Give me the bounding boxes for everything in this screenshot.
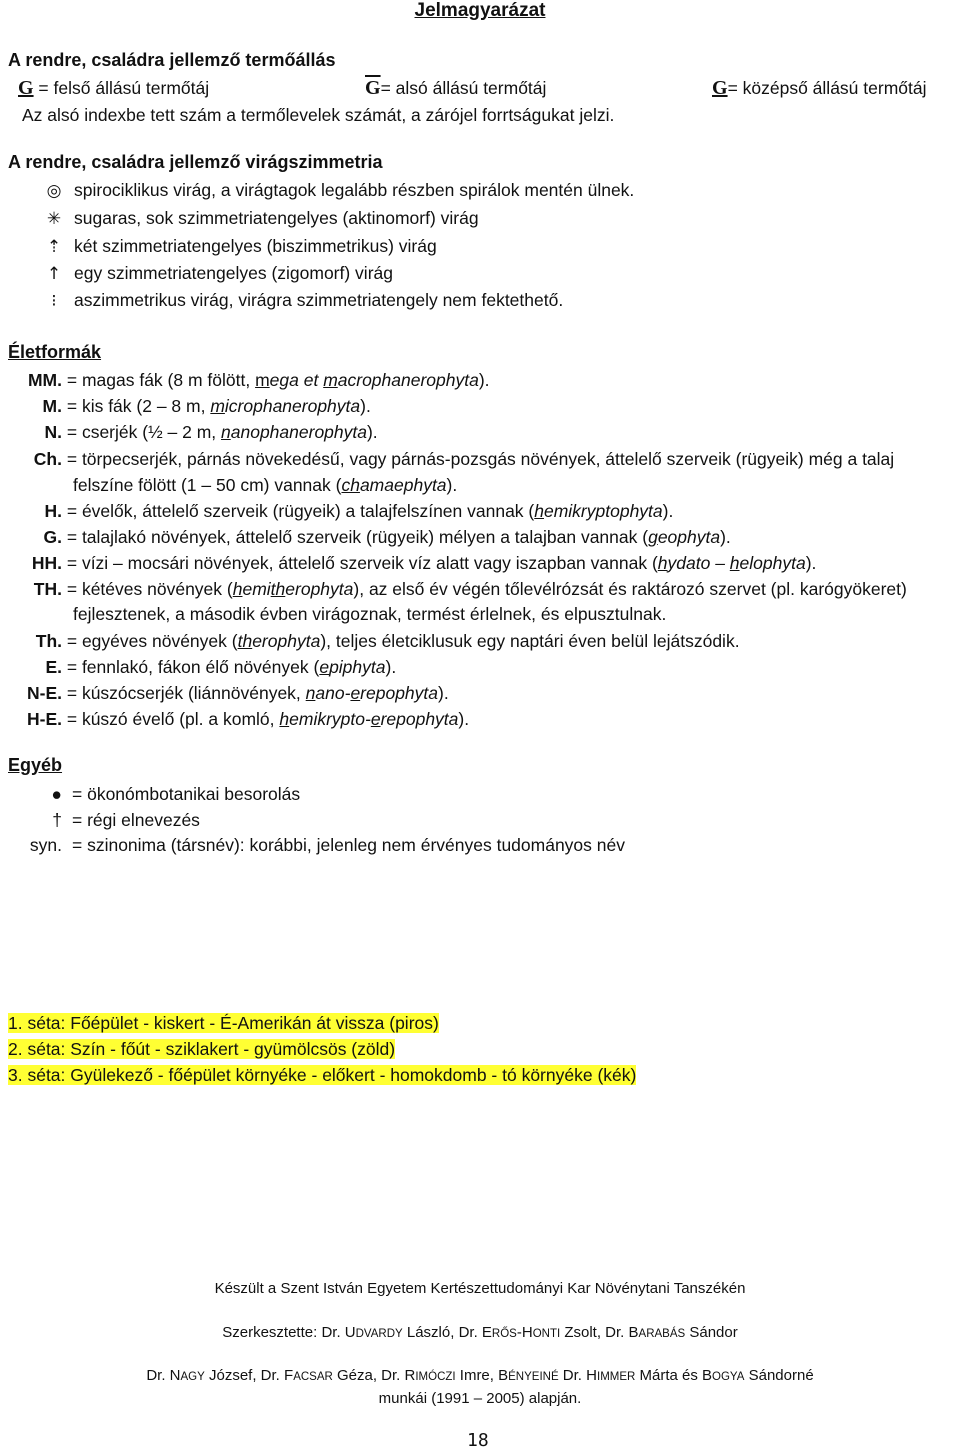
lifeform-description xyxy=(62,370,490,390)
lifeform-latin: e xyxy=(370,709,381,729)
lifeform-abbr: Ch. xyxy=(33,449,62,469)
lifeform-text: ). xyxy=(478,370,490,390)
lifeform-latin: repophyta xyxy=(360,683,439,703)
symmetry-text: sugaras, sok szimmetriatengelyes (aktinomorf) virág xyxy=(74,208,479,228)
lifeform-latin: ano- xyxy=(315,683,351,703)
lifeform-latin: erophyta xyxy=(285,579,354,599)
lifeform-row xyxy=(0,706,469,732)
symmetry-text: aszimmetrikus virág, virágra szimmetriatengely nem fektethető. xyxy=(74,290,564,310)
lifeform-text: = kis fák (2 – 8 m, xyxy=(62,396,211,416)
symmetry-item xyxy=(40,260,393,287)
lifeform-abbr: E. xyxy=(45,657,62,677)
lifeform-latin: n xyxy=(221,422,231,442)
lifeform-latin: h xyxy=(232,579,243,599)
lifeform-text: = kúszócserjék (liánnövények, xyxy=(62,683,306,703)
footer-editors: Szerkesztette: Dr. UDVARDY László, Dr. ERŐS-HONTI Zsolt, Dr. BARABÁS Sándor xyxy=(222,1324,738,1341)
dagger-icon: † xyxy=(52,810,62,830)
lifeform-abbr: G. xyxy=(43,527,62,547)
lifeform-abbr: N-E. xyxy=(27,683,62,703)
page-title: Jelmagyarázat xyxy=(414,0,546,21)
lifeform-abbr: H-E. xyxy=(27,709,62,729)
lifeform-latin: th xyxy=(237,631,253,651)
lifeform-text: ), az első év végén tőlevélrózsát és raktározó szervet (pl. karógyökeret) xyxy=(353,579,907,599)
lifeform-latin: ch xyxy=(341,475,360,495)
lifeform-latin: h xyxy=(279,709,290,729)
lifeform-text: ). xyxy=(385,657,397,677)
walk-route-text: 2. séta: Szín - főút - sziklakert - gyümölcsös (zöld) xyxy=(8,1039,396,1059)
walk-route xyxy=(8,1010,439,1036)
lifeform-text: fejlesztenek, a második évben virágoznak, termést érlelnek, és elpusztulnak. xyxy=(73,604,667,624)
lifeform-row xyxy=(0,446,894,472)
lifeform-text: = cserjék (½ – 2 m, xyxy=(62,422,222,442)
lifeform-abbr: H. xyxy=(44,501,62,521)
lifeform-text: = talajlakó növények, áttelelő szerveik (rügyeik) mélyen a talajban vannak ( xyxy=(62,527,649,547)
spiral-icon: ◎ xyxy=(46,181,62,201)
other-text: = szinonima (társnév): korábbi, jelenleg nem érvényes tudományos név xyxy=(72,835,625,855)
lifeform-text: = kétéves növények ( xyxy=(62,579,233,599)
lifeform-description xyxy=(62,449,894,469)
lifeform-text: ). xyxy=(438,683,449,703)
other-item xyxy=(0,807,200,833)
lower-ovary-symbol: $\overline{G}$ xyxy=(365,77,381,99)
symmetry-item xyxy=(40,177,634,204)
upper-ovary-symbol: G xyxy=(18,77,34,99)
lifeform-text: = magas fák (8 m fölött, xyxy=(62,370,256,390)
lifeform-latin: ydato – xyxy=(667,553,730,573)
lifeform-text: = fennlakó, fákon élő növények ( xyxy=(62,657,320,677)
lifeform-latin: h xyxy=(534,501,544,521)
middle-ovary-symbol: G xyxy=(712,77,728,99)
lifeform-description xyxy=(62,579,907,599)
lifeform-latin: m xyxy=(210,396,225,416)
lifeform-latin: acrophanerophyta xyxy=(337,370,479,390)
lifeform-latin: icrophanerophyta xyxy=(224,396,361,416)
lifeform-latin: e xyxy=(319,657,330,677)
lifeform-description xyxy=(73,475,457,495)
symmetry-text: egy szimmetriatengelyes (zigomorf) virág xyxy=(74,263,393,283)
lifeform-row xyxy=(0,419,378,445)
lifeform-description xyxy=(62,709,469,729)
zygomorphic-icon: ↑ xyxy=(46,264,62,284)
lower-ovary-legend xyxy=(365,75,546,101)
lifeform-abbr: Th. xyxy=(35,631,62,651)
lifeform-row xyxy=(0,524,731,550)
lifeform-description xyxy=(62,631,740,651)
lifeform-abbr: M. xyxy=(42,396,62,416)
lower-ovary-text: = alsó állású termőtáj xyxy=(380,78,547,98)
lifeform-description xyxy=(73,604,666,624)
lifeform-row xyxy=(0,550,816,576)
lifeform-text: = törpecserjék, párnás növekedésű, vagy párnás-pozsgás növények, áttelelő szerveik (rügyeik) még a talaj xyxy=(62,449,895,469)
walk-route xyxy=(8,1036,395,1062)
lifeform-latin: piphyta xyxy=(329,657,386,677)
lifeform-text: ). xyxy=(366,422,378,442)
walk-route-text: 3. séta: Gyülekező - főépület környéke - előkert - homokdomb - tó környéke (kék) xyxy=(8,1065,637,1085)
lifeform-row xyxy=(0,393,371,419)
lifeform-latin: h xyxy=(657,553,668,573)
lifeform-latin: emi xyxy=(242,579,271,599)
lifeform-text: ). xyxy=(805,553,817,573)
lifeform-abbr: MM. xyxy=(27,370,62,390)
lifeform-latin: m xyxy=(323,370,338,390)
radial-icon: ✳ xyxy=(46,209,62,229)
lifeform-row xyxy=(0,601,666,627)
bullet-icon: ● xyxy=(51,784,62,804)
lifeform-text: = vízi – mocsári növények, áttelelő szerveik víz alatt vagy iszapban vannak ( xyxy=(62,553,658,573)
lifeform-latin: h xyxy=(729,553,740,573)
lifeform-description xyxy=(62,396,371,416)
page-number: 18 xyxy=(467,1430,489,1451)
lifeform-description xyxy=(62,422,378,442)
ovary-note: Az alsó indexbe tett szám a termőlevelek számát, a zárójel forrtságukat jelzi. xyxy=(22,105,615,125)
lifeform-latin: erophyta xyxy=(252,631,321,651)
other-text: = régi elnevezés xyxy=(72,810,200,830)
lifeform-latin: amaephyta xyxy=(359,475,447,495)
upper-ovary-text: = felső állású termőtáj xyxy=(33,78,210,98)
lifeform-latin: emikryptophyta xyxy=(543,501,663,521)
lifeform-row xyxy=(0,680,449,706)
symmetry-text: két szimmetriatengelyes (biszimmetrikus) virág xyxy=(74,236,437,256)
asymmetric-icon: ⁝ xyxy=(51,291,57,311)
lifeform-description xyxy=(62,657,396,677)
other-item xyxy=(0,832,625,858)
footer-works: munkái (1991 – 2005) alapján. xyxy=(378,1390,582,1407)
symmetry-item xyxy=(40,205,479,232)
symmetry-heading: A rendre, családra jellemző virágszimmetria xyxy=(8,152,383,172)
other-heading: Egyéb xyxy=(8,755,63,775)
lifeform-text: m xyxy=(255,370,270,390)
lifeform-text: ). xyxy=(446,475,458,495)
lifeform-description xyxy=(62,501,673,521)
footer-authors: Dr. NAGY József, Dr. FACSAR Géza, Dr. RIMÓCZI Imre, BÉNYEINÉ Dr. HIMMER Márta és BOGYA Sándorné xyxy=(146,1367,814,1384)
lifeform-latin: repophyta xyxy=(380,709,459,729)
symmetry-item xyxy=(40,233,437,260)
lifeform-latin: g xyxy=(648,527,658,547)
lifeform-abbr: N. xyxy=(44,422,62,442)
lifeform-text: = kúszó évelő (pl. a komló, xyxy=(62,709,280,729)
lifeform-latin: n xyxy=(305,683,316,703)
walk-route xyxy=(8,1062,636,1088)
lifeform-latin: ega et xyxy=(269,370,324,390)
lifeform-text: felszíne fölött (1 – 50 cm) vannak ( xyxy=(73,475,342,495)
middle-ovary-text: = középső állású termőtáj xyxy=(727,78,927,98)
fruit-position-heading: A rendre, családra jellemző termőállás xyxy=(8,50,336,70)
other-item xyxy=(0,781,300,807)
middle-ovary-legend xyxy=(712,75,927,101)
symmetry-item xyxy=(40,287,563,314)
lifeform-latin: elophyta xyxy=(739,553,806,573)
upper-ovary-legend xyxy=(18,75,209,101)
walk-route-text: 1. séta: Főépület - kiskert - É-Amerikán át vissza (piros) xyxy=(8,1013,439,1033)
lifeform-latin: emikrypto- xyxy=(289,709,371,729)
lifeform-latin: e xyxy=(350,683,361,703)
syn-abbr: syn. xyxy=(29,835,62,855)
lifeform-row xyxy=(0,367,490,393)
lifeform-description xyxy=(62,683,449,703)
lifeform-text: ). xyxy=(458,709,470,729)
lifeform-row xyxy=(0,628,740,654)
lifeform-text: ). xyxy=(662,501,674,521)
lifeform-row xyxy=(0,498,673,524)
lifeform-abbr: TH. xyxy=(33,579,62,599)
lifeform-text: ). xyxy=(720,527,731,547)
footer-made-at: Készült a Szent István Egyetem Kertészettudományi Kar Növénytani Tanszékén xyxy=(214,1280,746,1297)
lifeform-text: ), teljes életciklusuk egy naptári éven belül lejátszódik. xyxy=(320,631,740,651)
lifeform-latin: eophyta xyxy=(657,527,721,547)
lifeform-description xyxy=(62,553,816,573)
lifeform-abbr: HH. xyxy=(31,553,62,573)
lifeform-text: = évelők, áttelelő szerveik (rügyeik) a talajfelszínen vannak ( xyxy=(62,501,535,521)
lifeforms-heading: Életformák xyxy=(8,342,102,362)
lifeform-latin: anophanerophyta xyxy=(230,422,367,442)
symmetry-text: spirociklikus virág, a virágtagok legalább részben spirálok mentén ülnek. xyxy=(74,180,635,200)
lifeform-latin: th xyxy=(270,579,286,599)
lifeform-text: = egyéves növények ( xyxy=(62,631,238,651)
bisymmetric-icon: ⇡ xyxy=(46,237,62,257)
lifeform-text: ). xyxy=(360,396,371,416)
lifeform-description xyxy=(62,527,731,547)
lifeform-row xyxy=(0,576,907,602)
lifeform-row xyxy=(0,472,457,498)
lifeform-row xyxy=(0,654,396,680)
other-text: = ökonómbotanikai besorolás xyxy=(72,784,301,804)
